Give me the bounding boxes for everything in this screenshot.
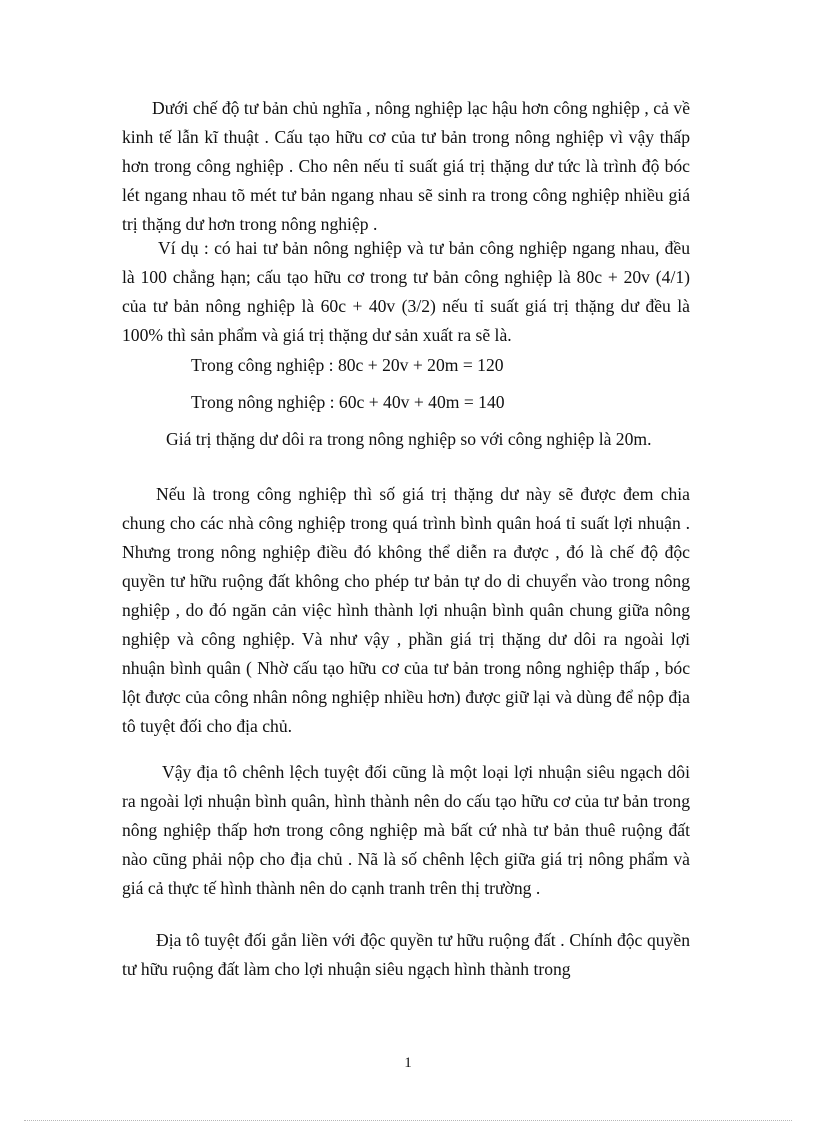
paragraph: Ví dụ : có hai tư bản nông nghiệp và tư bản công nghiệp ngang nhau, đều là 100 chẳng hạn; cấu tạo hữu cơ trong tư bản công nghiệp là 80c + 20v (4/1) của tư bản nông nghiệp là 60c + 40v (3/2) nếu tỉ suất giá trị thặng dư đều là 100% thì sản phẩm và giá trị thặng dư sản xuất ra sẽ là. bbox=[122, 238, 690, 345]
equation-industry: Trong công nghiệp : 80c + 20v + 20m = 120 bbox=[191, 355, 504, 375]
paragraph: Dưới chế độ tư bản chủ nghĩa , nông nghiệp lạc hậu hơn công nghiệp , cả về kinh tế lẫn kĩ thuật . Cấu tạo hữu cơ của tư bản trong nông nghiệp vì vậy thấp hơn trong công nghiệp . Cho nên nếu tỉ suất giá trị thặng dư tức là trình độ bóc lét ngang nhau tõ mét tư bản ngang nhau sẽ sinh ra trong công nghiệp nhiều giá trị thặng dư hơn trong nông nghiệp . bbox=[122, 98, 690, 234]
paragraph: Địa tô tuyệt đối gắn liền với độc quyền tư hữu ruộng đất . Chính độc quyền tư hữu ruộng đất làm cho lợi nhuận siêu ngạch hình thành trong bbox=[122, 930, 690, 979]
page-number: 1 bbox=[404, 1055, 412, 1071]
page-bottom-divider bbox=[24, 1120, 792, 1121]
paragraph: Nếu là trong công nghiệp thì số giá trị thặng dư này sẽ được đem chia chung cho các nhà công nghiệp trong quá trình bình quân hoá tỉ suất lợi nhuận . Nhưng trong nông nghiệp điều đó không thể diễn ra được , đó là chế độ độc quyền tư hữu ruộng đất không cho phép tư bản tự do di chuyển vào trong nông nghiệp , do đó ngăn cản việc hình thành lợi nhuận bình quân chung giữa nông nghiệp và công nghiệp. Và như vậy , phần giá trị thặng dư dôi ra ngoài lợi nhuận bình quân ( Nhờ cấu tạo hữu cơ của tư bản trong nông nghiệp thấp , bóc lột được của công nhân nông nghiệp nhiều hơn) được giữ lại và dùng để nộp địa tô tuyệt đối cho địa chủ. bbox=[122, 484, 690, 736]
paragraph: Giá trị thặng dư dôi ra trong nông nghiệp so với công nghiệp là 20m. bbox=[166, 429, 652, 449]
paragraph: Vậy địa tô chênh lệch tuyệt đối cũng là một loại lợi nhuận siêu ngạch dôi ra ngoài lợi nhuận bình quân, hình thành nên do cấu tạo hữu cơ của tư bản trong nông nghiệp thấp hơn trong công nghiệp mà bất cứ nhà tư bản thuê ruộng đất nào cũng phải nộp cho địa chủ . Nã là số chênh lệch giữa giá trị nông phẩm và giá cả thực tế hình thành nên do cạnh tranh trên thị trường . bbox=[122, 762, 690, 898]
equation-agriculture: Trong nông nghiệp : 60c + 40v + 40m = 140 bbox=[191, 392, 505, 412]
